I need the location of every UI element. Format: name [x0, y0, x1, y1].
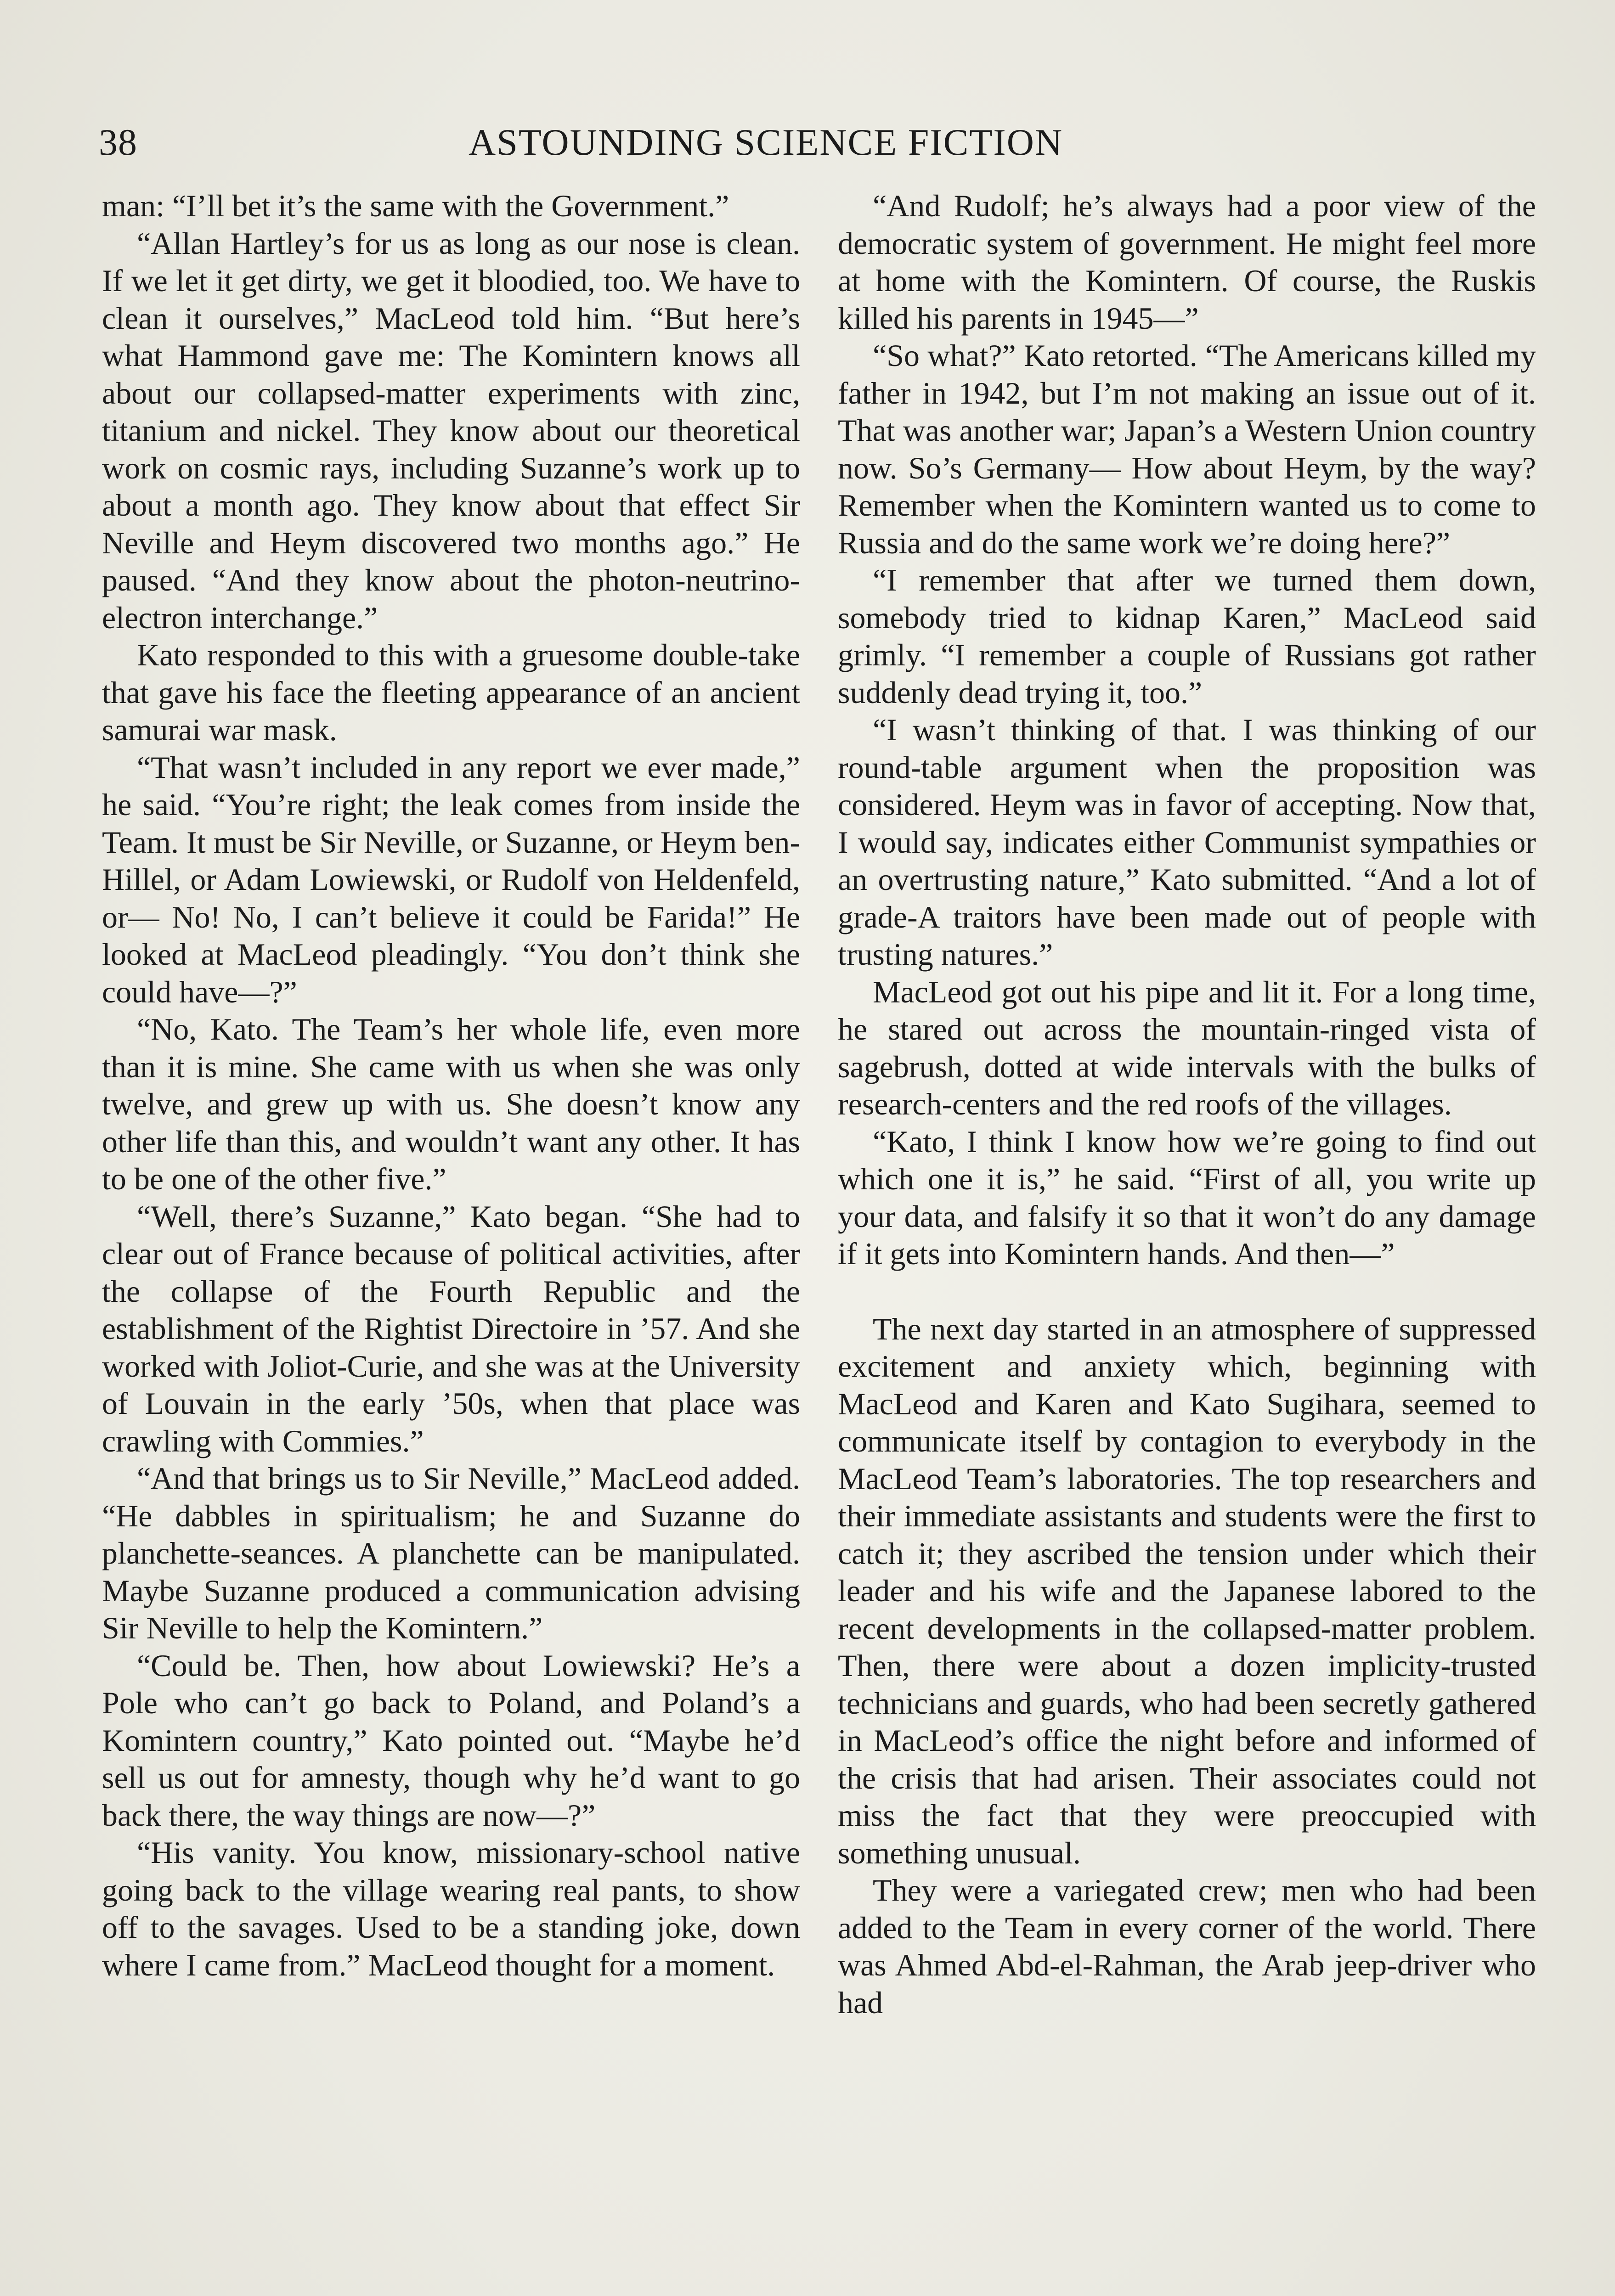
paragraph: “No, Kato. The Team’s her whole life, even more than it is mine. She came with us when she was only twelve, and grew up with us. She doesn’t know any other life than this, and wouldn’t want any other. It has to be one of the other five.” [102, 1012, 800, 1196]
paragraph: man: “I’ll bet it’s the same with the Government.” [102, 188, 729, 223]
running-head: ASTOUNDING SCIENCE FICTION [469, 121, 1063, 163]
paragraph: “And Rudolf; he’s always had a poor view of the democratic system of government. He might feel more at home with the Komintern. Of course, the Ruskis killed his parents in 1945—” [838, 188, 1536, 336]
paragraph: Kato responded to this with a gruesome double-take that gave his face the fleeting appearance of an ancient samurai war mask. [102, 637, 800, 747]
left-column [102, 187, 800, 1984]
page-number: 38 [99, 121, 137, 163]
paragraph: They were a variegated crew; men who had been added to the Team in every corner of the world. There was Ahmed Abd-el-Rahman, the Arab jeep-driver who had [838, 1873, 1536, 2020]
paragraph: “Could be. Then, how about Lowiewski? He’s a Pole who can’t go back to Poland, and Poland’s a Komintern country,” Kato pointed out. “Maybe he’d sell us out for amnesty, though why he’d want to go back there, the way things are now—?” [102, 1648, 800, 1833]
paragraph: “Allan Hartley’s for us as long as our nose is clean. If we let it get dirty, we get it bloodied, too. We have to clean it ourselves,” MacLeod told him. “But here’s what Hammond gave me: The Komintern knows all about our collapsed-matter experiments with zinc, titanium and nickel. They know about our theoretical work on cosmic rays, including Suzanne’s work up to about a month ago. They know about that effect Sir Neville and Heym discovered two months ago.” He paused. “And they know about the photon-neutrino-electron interchange.” [102, 225, 800, 635]
paragraph: “So what?” Kato retorted. “The Americans killed my father in 1942, but I’m not making an issue out of it. That was another war; Japan’s a Western Union country now. So’s Germany— How about Heym, by the way? Remember when the Komintern wanted us to come to Russia and do the same work we’re doing here?” [838, 338, 1536, 560]
paragraph: “That wasn’t included in any report we ever made,” he said. “You’re right; the leak comes from inside the Team. It must be Sir Neville, or Suzanne, or Heym ben-Hillel, or Adam Lowiewski, or Rudolf von Heldenfeld, or— No! No, I can’t believe it could be Farida!” He looked at MacLeod pleadingly. “You don’t think she could have—?” [102, 749, 800, 1009]
paragraph: “I wasn’t thinking of that. I was thinking of our round-table argument when the proposition was considered. Heym was in favor of accepting. Now that, I would say, indicates either Communist sympathies or an overtrusting nature,” Kato submitted. “And a lot of grade-A traitors have been made out of people with trusting natures.” [838, 712, 1536, 972]
paragraph: “And that brings us to Sir Neville,” MacLeod added. “He dabbles in spiritualism; he and Suzanne do planchette-seances. A planchette can be manipulated. Maybe Suzanne produced a communication advising Sir Neville to help the Komintern.” [102, 1461, 800, 1645]
page-header [99, 115, 1541, 179]
right-column [838, 187, 1536, 2021]
paragraph: The next day started in an atmosphere of suppressed excitement and anxiety which, beginning with MacLeod and Karen and Kato Sugihara, seemed to communicate itself by contagion to everybody in the MacLeod Team’s laboratories. The top researchers and their immediate assistants and students were the first to catch it; they ascribed the tension under which their leader and his wife and the Japanese labored to the recent developments in the collapsed-matter problem. Then, there were about a dozen implicity-trusted technicians and guards, who had been secretly gathered in MacLeod’s office the night before and informed of the crisis that had arisen. Their associates could not miss the fact that they were preoccupied with something unusual. [838, 1311, 1536, 1870]
paragraph: “Well, there’s Suzanne,” Kato began. “She had to clear out of France because of political activities, after the collapse of the Fourth Republic and the establishment of the Rightist Directoire in ’57. And she worked with Joliot-Curie, and she was at the University of Louvain in the early ’50s, when that place was crawling with Commies.” [102, 1199, 800, 1458]
paragraph: MacLeod got out his pipe and lit it. For a long time, he stared out across the mountain-ringed vista of sagebrush, dotted at wide intervals with the bulks of research-centers and the red roofs of the villages. [838, 974, 1536, 1121]
paragraph: “Kato, I think I know how we’re going to find out which one it is,” he said. “First of all, you write up your data, and falsify it so that it won’t do any damage if it gets into Komintern hands. And then—” [838, 1124, 1536, 1271]
paragraph: “I remember that after we turned them down, somebody tried to kidnap Karen,” MacLeod said grimly. “I remember a couple of Russians got rather suddenly dead trying it, too.” [838, 563, 1536, 710]
paragraph: “His vanity. You know, missionary-school native going back to the village wearing real pants, to show off to the savages. Used to be a standing joke, down where I came from.” MacLeod thought for a moment. [102, 1835, 800, 1982]
